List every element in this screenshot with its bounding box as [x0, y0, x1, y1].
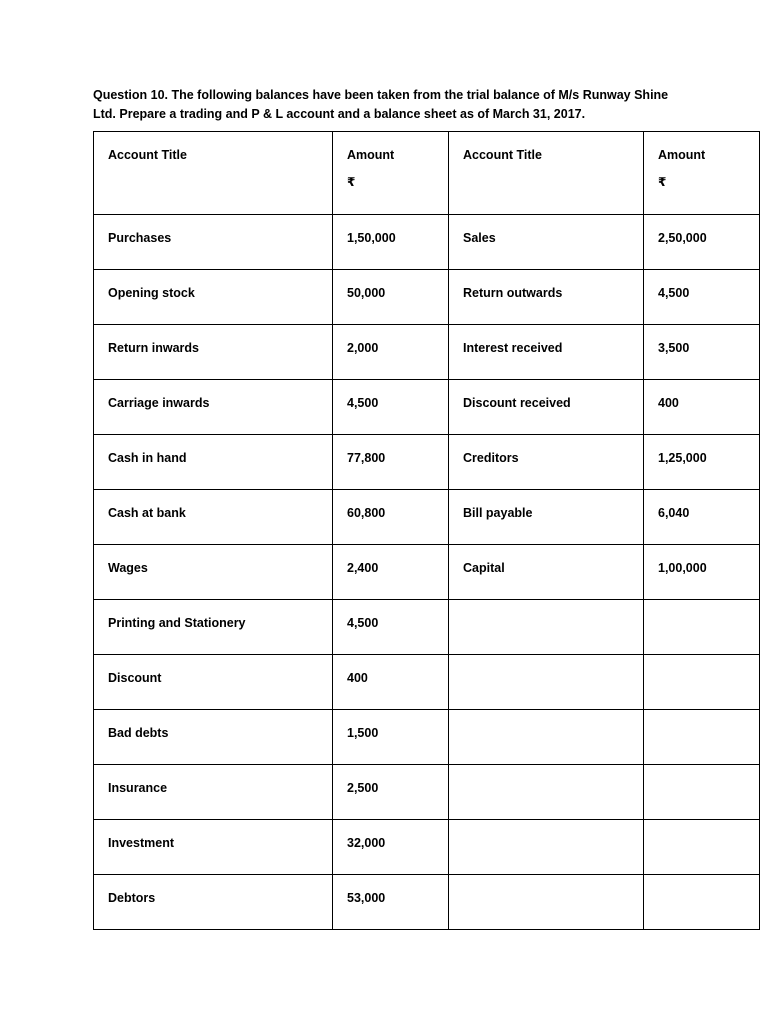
debit-account-title-cell	[94, 600, 333, 655]
debit-amount-cell	[333, 820, 449, 875]
credit-amount: 3,500	[658, 341, 690, 355]
credit-amount: 4,500	[658, 286, 690, 300]
question-line-2: Ltd. Prepare a trading and P & L account and a balance sheet as of March 31, 2017.	[93, 107, 586, 121]
debit-account-title-cell	[94, 655, 333, 710]
header-right-account-title	[449, 132, 644, 215]
credit-amount: 1,00,000	[658, 561, 707, 575]
credit-account-title: Capital	[463, 561, 505, 575]
debit-amount: 1,50,000	[347, 231, 396, 245]
credit-account-title: Sales	[463, 231, 496, 245]
debit-amount: 4,500	[347, 396, 379, 410]
credit-account-title-cell	[449, 875, 644, 930]
credit-account-title: Discount received	[463, 396, 571, 410]
debit-account-title: Wages	[108, 561, 148, 575]
credit-amount: 1,25,000	[658, 451, 707, 465]
debit-amount: 32,000	[347, 836, 386, 850]
rupee-icon: ₹	[347, 175, 356, 189]
table-row	[94, 215, 760, 270]
debit-amount-cell	[333, 380, 449, 435]
debit-account-title-cell	[94, 215, 333, 270]
table-row	[94, 490, 760, 545]
credit-account-title: Creditors	[463, 451, 519, 465]
debit-account-title: Opening stock	[108, 286, 195, 300]
credit-account-title-cell	[449, 435, 644, 490]
question-text	[93, 86, 693, 124]
header-left-account-title-text: Account Title	[108, 148, 187, 162]
debit-amount-cell	[333, 435, 449, 490]
debit-account-title-cell	[94, 325, 333, 380]
header-right-amount	[644, 132, 760, 215]
credit-amount-cell	[644, 435, 760, 490]
debit-account-title-cell	[94, 380, 333, 435]
debit-amount: 77,800	[347, 451, 386, 465]
credit-amount: 400	[658, 396, 679, 410]
debit-amount: 400	[347, 671, 368, 685]
debit-amount: 50,000	[347, 286, 386, 300]
debit-amount-cell	[333, 325, 449, 380]
header-row	[94, 132, 760, 215]
header-right-amount-text: Amount	[658, 148, 706, 162]
credit-amount-cell	[644, 655, 760, 710]
credit-account-title: Return outwards	[463, 286, 563, 300]
debit-amount-cell	[333, 545, 449, 600]
debit-amount-cell	[333, 710, 449, 765]
debit-account-title: Insurance	[108, 781, 168, 795]
table-row	[94, 820, 760, 875]
debit-account-title: Investment	[108, 836, 174, 850]
debit-account-title: Cash in hand	[108, 451, 187, 465]
credit-amount-cell	[644, 490, 760, 545]
credit-account-title-cell	[449, 380, 644, 435]
credit-account-title-cell	[449, 490, 644, 545]
debit-amount-cell	[333, 765, 449, 820]
table-row	[94, 710, 760, 765]
credit-account-title-cell	[449, 270, 644, 325]
debit-amount-cell	[333, 600, 449, 655]
table-row	[94, 325, 760, 380]
header-left-amount-text: Amount	[347, 148, 395, 162]
debit-account-title: Carriage inwards	[108, 396, 210, 410]
credit-account-title-cell	[449, 545, 644, 600]
credit-account-title-cell	[449, 710, 644, 765]
table-row	[94, 545, 760, 600]
debit-account-title-cell	[94, 820, 333, 875]
debit-account-title: Bad debts	[108, 726, 169, 740]
debit-amount-cell	[333, 875, 449, 930]
debit-account-title: Debtors	[108, 891, 156, 905]
debit-account-title-cell	[94, 710, 333, 765]
table-row	[94, 380, 760, 435]
trial-balance-body	[94, 132, 760, 930]
credit-amount: 6,040	[658, 506, 690, 520]
debit-account-title-cell	[94, 490, 333, 545]
debit-amount-cell	[333, 655, 449, 710]
debit-account-title: Purchases	[108, 231, 172, 245]
credit-amount: 2,50,000	[658, 231, 707, 245]
table-row	[94, 600, 760, 655]
credit-amount-cell	[644, 270, 760, 325]
debit-amount-cell	[333, 215, 449, 270]
header-left-amount	[333, 132, 449, 215]
credit-account-title-cell	[449, 765, 644, 820]
credit-amount-cell	[644, 875, 760, 930]
debit-account-title: Cash at bank	[108, 506, 186, 520]
table-row	[94, 655, 760, 710]
table-row	[94, 435, 760, 490]
credit-amount-cell	[644, 215, 760, 270]
debit-amount-cell	[333, 490, 449, 545]
question-line-1: Question 10. The following balances have been taken from the trial balance of M/s Runway Shine	[93, 88, 669, 102]
table-row	[94, 765, 760, 820]
debit-amount: 4,500	[347, 616, 379, 630]
credit-account-title-cell	[449, 215, 644, 270]
header-right-account-title-text: Account Title	[463, 148, 542, 162]
credit-account-title: Interest received	[463, 341, 563, 355]
table-row	[94, 875, 760, 930]
debit-amount: 1,500	[347, 726, 379, 740]
rupee-icon: ₹	[658, 175, 667, 189]
credit-amount-cell	[644, 765, 760, 820]
debit-amount: 2,500	[347, 781, 379, 795]
debit-amount: 53,000	[347, 891, 386, 905]
debit-amount: 60,800	[347, 506, 386, 520]
credit-amount-cell	[644, 380, 760, 435]
debit-account-title-cell	[94, 435, 333, 490]
credit-amount-cell	[644, 600, 760, 655]
debit-account-title: Discount	[108, 671, 162, 685]
credit-account-title-cell	[449, 600, 644, 655]
debit-amount: 2,400	[347, 561, 379, 575]
debit-account-title: Return inwards	[108, 341, 199, 355]
table-row	[94, 270, 760, 325]
credit-amount-cell	[644, 820, 760, 875]
header-left-account-title	[94, 132, 333, 215]
credit-amount-cell	[644, 710, 760, 765]
debit-account-title-cell	[94, 545, 333, 600]
debit-account-title-cell	[94, 765, 333, 820]
credit-account-title-cell	[449, 655, 644, 710]
credit-amount-cell	[644, 545, 760, 600]
credit-account-title: Bill payable	[463, 506, 533, 520]
credit-amount-cell	[644, 325, 760, 380]
credit-account-title-cell	[449, 325, 644, 380]
debit-amount-cell	[333, 270, 449, 325]
trial-balance-table	[93, 131, 760, 930]
debit-account-title-cell	[94, 875, 333, 930]
credit-account-title-cell	[449, 820, 644, 875]
debit-amount: 2,000	[347, 341, 379, 355]
debit-account-title-cell	[94, 270, 333, 325]
debit-account-title: Printing and Stationery	[108, 616, 246, 630]
